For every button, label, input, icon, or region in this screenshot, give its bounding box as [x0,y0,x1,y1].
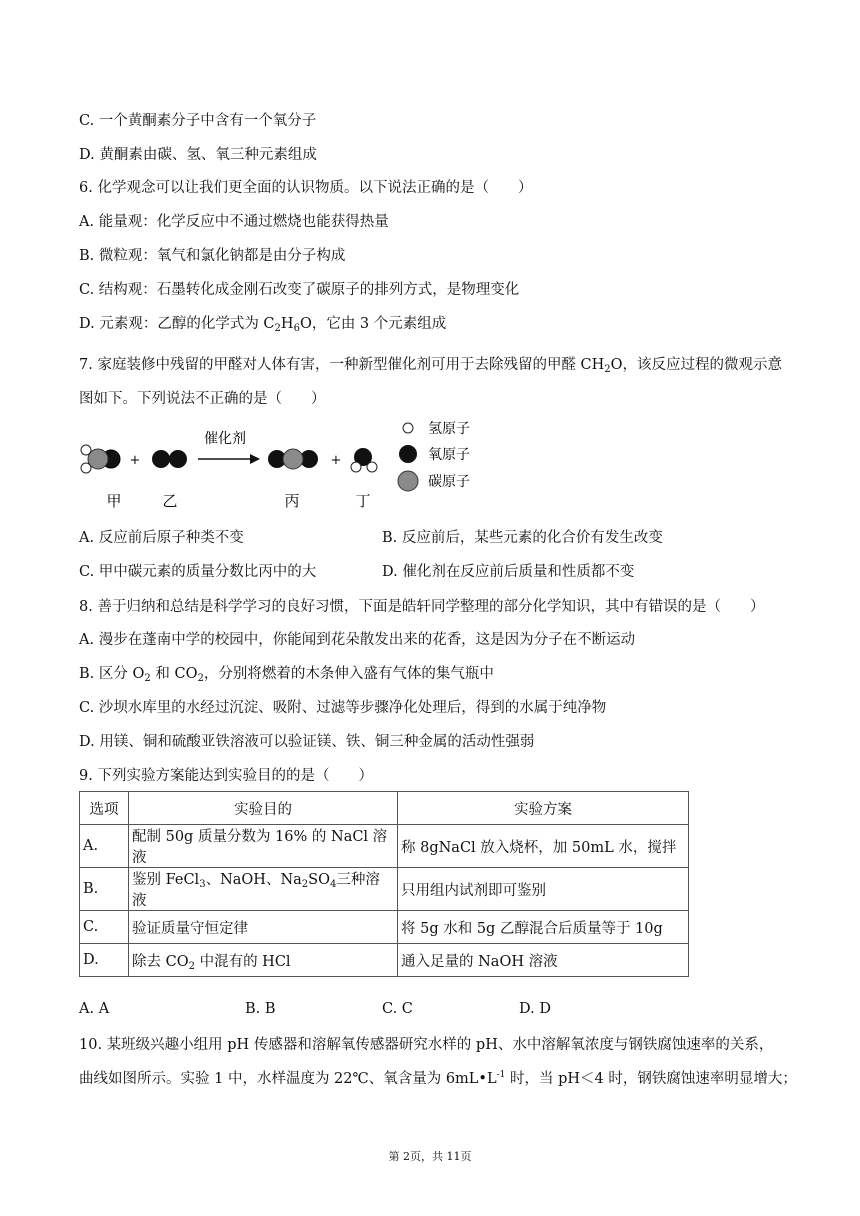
row-c-option: C. [80,911,129,944]
q10-text-line-2: 曲线如图所示。实验 1 中，水样温度为 22℃、氧含量为 $6mL•L^{-1}$ 时，当 pH＜4 时，钢铁腐蚀速率明显增大； [79,1070,797,1087]
plus-sign-2: + [330,453,342,468]
molecule-jia [81,445,120,473]
plus-sign-1: + [129,453,141,468]
q8-option-b: B. 区分 $O_2$ 和 $CO_2$，分别将燃着的木条伸入盛有气体的集气瓶中 [79,666,494,684]
q8-option-a: A. 漫步在蓬南中学的校园中，你能闻到花朵散发出来的花香，这是因为分子在不断运动 [79,632,636,648]
q6-option-a: A. 能量观：化学反应中不通过燃烧也能获得热量 [79,214,389,230]
hydrogen-atom [351,462,361,472]
table-header-row [80,792,689,825]
row-c-goal: 验证质量守恒定律 [129,911,398,944]
row-a-option: A. [80,825,129,868]
q5-option-c: C. 一个黄酮素分子中含有一个氧分子 [79,113,317,129]
q9-choice-c: C. C [382,1001,413,1017]
experiment-table [79,791,689,977]
molecule-yi [152,450,187,468]
table-row [80,944,689,977]
legend-oxygen-swatch [399,445,417,463]
carbon-atom [283,449,303,469]
q5-option-d: D. 黄酮素由碳、氢、氧三种元素组成 [79,147,317,163]
legend-carbon-swatch [398,471,418,491]
catalyst-label: 催化剂 [204,430,246,446]
legend-carbon-label: 碳原子 [428,473,470,489]
q6-option-b: B. 微粒观：氧气和氯化钠都是由分子构成 [79,248,346,264]
q9-choice-a: A. A [79,1001,110,1017]
q8-option-c: C. 沙坝水库里的水经过沉淀、吸附、过滤等步骤净化处理后，得到的水属于纯净物 [79,700,607,716]
legend [398,420,470,491]
molecule-ding [351,448,377,472]
hydrogen-atom [81,463,91,473]
q6-stem: 6. 化学观念可以让我们更全面的认识物质。以下说法正确的是（ ） [79,180,533,196]
q7-option-b: B. 反应前后，某些元素的化合价有发生改变 [382,530,663,546]
legend-hydrogen-swatch [403,423,413,433]
q8-stem: 8. 善于归纳和总结是科学学习的良好习惯，下面是皓轩同学整理的部分化学知识，其中有错误的是（ ） [79,599,765,615]
oxygen-atom [152,450,170,468]
table-row [80,868,689,911]
header-plan: 实验方案 [398,792,689,825]
row-b-option: B. [80,868,129,911]
q6-option-d: D. 元素观：乙醇的化学式为 $C_2H_6O$，它由 3 个元素组成 [79,316,447,334]
page-footer: 第 2页，共 11页 [388,1150,472,1163]
row-b-goal: 鉴别 FeCl$_3$、NaOH、$Na_2SO_4$三种溶液 [129,868,398,911]
label-ding: 丁 [355,493,371,510]
hydrogen-atom [367,462,377,472]
q7-option-c: C. 甲中碳元素的质量分数比丙中的大 [79,564,317,580]
q9-stem: 9. 下列实验方案能达到实验目的的是（ ） [79,768,373,784]
q9-choice-b: B. B [245,1001,276,1017]
q7-stem: 7. 家庭装修中残留的甲醛对人体有害，一种新型催化剂可用于去除残留的甲醛 $CH_2O$，该反应过程的微观示意图如下。下列说法不正确的是（ ） [79,357,783,407]
legend-oxygen-label: 氧原子 [428,446,470,462]
q9-choices [79,1001,599,1021]
q8-option-d: D. 用镁、铜和硫酸亚铁溶液可以验证镁、铁、铜三种金属的活动性强弱 [79,734,535,750]
row-d-goal: 除去 $CO_2$ 中混有的 HCl [129,944,398,977]
q6-option-c: C. 结构观：石墨转化成金刚石改变了碳原子的排列方式，是物理变化 [79,282,520,298]
header-option: 选项 [80,792,129,825]
q10-text-line-1: 10. 某班级兴趣小组用 pH 传感器和溶解氧传感器研究水样的 pH、水中溶解氧浓度与钢铁腐蚀速率的关系， [79,1037,774,1053]
q9-choice-d: D. D [519,1001,551,1017]
label-jia: 甲 [106,493,122,510]
row-a-goal: 配制 50g 质量分数为 16% 的 NaCl 溶液 [129,825,398,868]
q7-option-d: D. 催化剂在反应前后质量和性质都不变 [382,564,635,580]
oxygen-atom [169,450,187,468]
molecule-bing [268,449,318,469]
row-c-plan: 将 5g 水和 5g 乙醇混合后质量等于 10g [398,911,689,944]
table-row [80,825,689,868]
header-goal: 实验目的 [129,792,398,825]
reaction-diagram [78,418,498,518]
hydrogen-atom [81,445,91,455]
row-a-plan: 称 8gNaCl 放入烧杯，加 50mL 水，搅拌 [398,825,689,868]
q7-option-a: A. 反应前后原子种类不变 [79,530,244,546]
label-yi: 乙 [162,493,178,510]
arrow-head-icon [250,454,260,464]
label-bing: 丙 [284,493,300,510]
table-row [80,911,689,944]
row-d-plan: 通入足量的 NaOH 溶液 [398,944,689,977]
row-d-option: D. [80,944,129,977]
legend-hydrogen-label: 氢原子 [428,420,470,436]
row-b-plan: 只用组内试剂即可鉴别 [398,868,689,911]
